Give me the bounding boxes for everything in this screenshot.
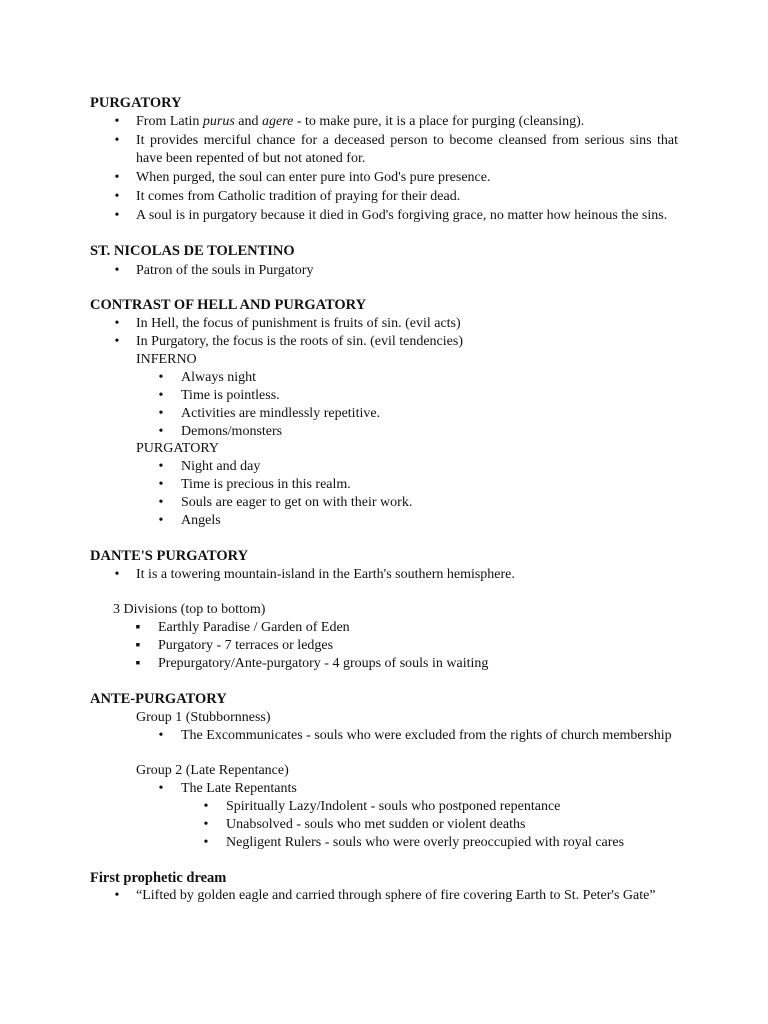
division-item: Earthly Paradise / Garden of Eden [158,620,350,635]
purgatory-realm-item: Time is precious in this realm. [181,477,351,492]
purgatory-label: PURGATORY [136,441,219,456]
bullet-icon: • [203,835,209,850]
heading-nicolas: ST. NICOLAS DE TOLENTINO [90,243,295,259]
bullet-icon: • [114,133,120,148]
group2-item: The Late Repentants [181,781,297,796]
purgatory-item-1: From Latin purus and agere - to make pure, it is a place for purging (cleansing). [136,114,585,129]
heading-ante: ANTE-PURGATORY [90,691,227,707]
bullet-icon: • [114,567,120,582]
contrast-item-2: In Purgatory, the focus is the roots of sin. (evil tendencies) [136,334,463,349]
group2-label: Group 2 (Late Repentance) [136,763,289,778]
bullet-icon: • [203,799,209,814]
bullet-icon: • [114,334,120,349]
inferno-item: Time is pointless. [181,388,280,403]
bullet-icon: • [114,888,120,903]
bullet-icon: • [114,208,120,223]
bullet-icon: • [114,170,120,185]
bullet-icon: • [158,513,164,528]
heading-dante: DANTE'S PURGATORY [90,548,249,564]
purgatory-item-2: It provides merciful chance for a deceased person to become cleansed from serious sins that have been repented of but not atoned for. [136,133,678,166]
inferno-item: Demons/monsters [181,424,283,439]
group2-subitem: Unabsolved - souls who met sudden or violent deaths [226,817,526,832]
bullet-icon: • [158,388,164,403]
contrast-item-1: In Hell, the focus of punishment is fruits of sin. (evil acts) [136,316,461,331]
bullet-icon: • [158,370,164,385]
purgatory-item-4: It comes from Catholic tradition of praying for their dead. [136,189,461,204]
bullet-icon: • [158,495,164,510]
bullet-icon: • [158,406,164,421]
nicolas-item-1: Patron of the souls in Purgatory [136,263,314,278]
bullet-icon: • [158,424,164,439]
square-bullet-icon: ▪ [135,638,141,653]
bullet-icon: • [158,781,164,796]
division-item: Purgatory - 7 terraces or ledges [158,638,334,653]
inferno-label: INFERNO [136,352,197,367]
bullet-icon: • [114,114,120,129]
group1-item: The Excommunicates - souls who were excluded from the rights of church membership [181,728,672,743]
group2-subitem: Negligent Rulers - souls who were overly preoccupied with royal cares [226,835,625,850]
bullet-icon: • [203,817,209,832]
heading-dream: First prophetic dream [90,870,227,886]
bullet-icon: • [158,459,164,474]
heading-purgatory: PURGATORY [90,95,182,111]
group1-label: Group 1 (Stubbornness) [136,710,271,725]
heading-contrast: CONTRAST OF HELL AND PURGATORY [90,297,367,313]
bullet-icon: • [158,728,164,743]
division-item: Prepurgatory/Ante-purgatory - 4 groups of souls in waiting [158,656,489,671]
dream-item-1: “Lifted by golden eagle and carried through sphere of fire covering Earth to St. Peter's Gate” [136,888,656,903]
purgatory-realm-item: Angels [181,513,221,528]
group2-subitem: Spiritually Lazy/Indolent - souls who postponed repentance [226,799,561,814]
inferno-item: Always night [181,370,257,385]
purgatory-realm-item: Souls are eager to get on with their work. [181,495,413,510]
bullet-icon: • [114,316,120,331]
square-bullet-icon: ▪ [135,620,141,635]
bullet-icon: • [114,189,120,204]
bullet-icon: • [114,263,120,278]
bullet-icon: • [158,477,164,492]
purgatory-item-5: A soul is in purgatory because it died in God's forgiving grace, no matter how heinous the sins. [136,208,668,223]
purgatory-item-3: When purged, the soul can enter pure into God's pure presence. [136,170,491,185]
purgatory-realm-item: Night and day [181,459,261,474]
divisions-label: 3 Divisions (top to bottom) [113,602,266,617]
square-bullet-icon: ▪ [135,656,141,671]
dante-item-1: It is a towering mountain-island in the Earth's southern hemisphere. [136,567,515,582]
inferno-item: Activities are mindlessly repetitive. [181,406,381,421]
